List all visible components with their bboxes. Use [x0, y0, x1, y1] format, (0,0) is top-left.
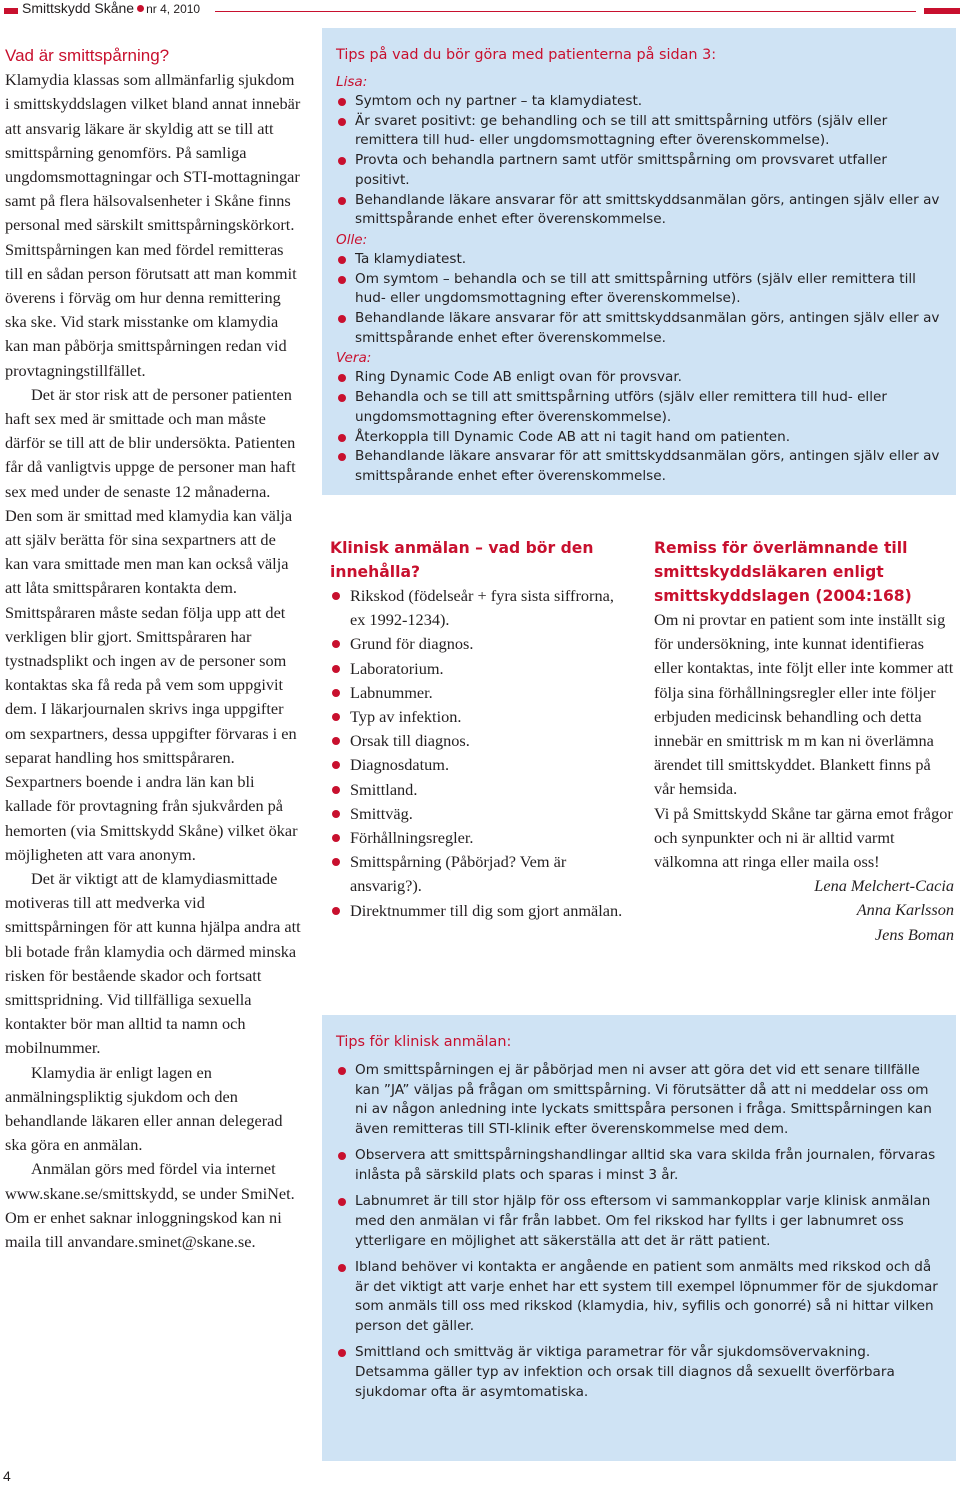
patient-tips-list [336, 92, 942, 230]
header-rule [215, 11, 916, 12]
list-item: Symtom och ny partner – ta klamydiatest. [336, 92, 942, 112]
bullet-icon [338, 315, 346, 323]
paragraph: Vi på Smittskydd Skåne tar gärna emot frågor och synpunkter och ni är alltid varmt välkomna att ringa eller maila oss! [654, 803, 953, 872]
patient-tips-list [336, 250, 942, 349]
bullet-icon [332, 592, 340, 600]
signature: Anna Karlsson [856, 900, 954, 920]
patient-name-olle: Olle: [336, 231, 368, 248]
clinical-tips-list [336, 1061, 942, 1402]
bullet-icon [338, 394, 346, 402]
patient-name-vera: Vera: [336, 350, 372, 367]
bullet-icon [332, 834, 340, 842]
list-item: Om symtom – behandla och se till att smittspårning utförs (själv eller remittera till hud- eller ungdomsmottagning efter överenskommelse). [336, 270, 942, 309]
paragraph: Om ni provtar en patient som inte inställt sig för undersökning, inte kunnat identifieras eller kontaktas, inte följt eller inte kommer att följa sina förhållningsregler eller inte följer erbjuden medicinsk behandling och detta innebär en smittrisk m m kan ni överlämna ärendet till smittskyddet. Blankett finns på vår hemsida. [654, 610, 954, 799]
header-accent-bar [4, 8, 18, 14]
bullet-icon [338, 1349, 346, 1357]
list-item: Rikskod (födelseår + fyra sista siffrorna, ex 1992-1234). [330, 584, 626, 632]
bullet-icon [332, 713, 340, 721]
list-item: Behandlande läkare ansvarar för att smittskyddsanmälan görs, antingen själv eller av smittspårande enhet efter överenskommelse. [336, 191, 942, 230]
article-left-column [5, 44, 301, 1254]
list-item: Smittland. [330, 778, 626, 802]
paragraph: Klamydia är enligt lagen en anmälningspliktig sjukdom och den behandlande läkaren eller annan delegerad ska göra en anmälan. [5, 1062, 283, 1155]
bullet-dot-icon [137, 5, 144, 12]
issue-number: nr 4, 2010 [146, 2, 201, 16]
paragraph: Det är stor risk att de personer patienten haft sex med är smittade och man måste därför se till att de blir undersökta. Patienten får då vanligtvis uppge de personer man haft sex med under de senaste 12 månaderna. Den som är smittad med klamydia kan välja att själv berätta för sina sexpartners att de kan vara smittade men man kan också välja att låta smittspåraren kontakta dem. Smittspåraren måste sedan följa upp att det verkligen blir gjort. Smittspåraren har tystnadsplikt och ingen av de personer som kontaktas ska få reda på vem som uppgivit dem. I läkarjournalen skrivs inga uppgifter om sexpartners, dessa uppgifter förvaras i en separat handling hos smittspåraren. Sexpartners boende i andra län kan bli kallade för provtagning från sjukvården på hemorten (via Smittskydd Skåne) vilket ökar möjligheten att vara anonym. [5, 384, 298, 864]
bullet-icon [338, 256, 346, 264]
list-item: Smittland och smittväg är viktiga parametrar för vår sjukdomsövervakning. Detsamma gäller typ av infektion och orsak till diagnos då sexuellt överförbara sjukdomar ofta är asymtomatiska. [336, 1343, 942, 1402]
section-heading-smittsparning: Vad är smittspårning? [5, 46, 170, 65]
clinical-report-heading: Klinisk anmälan – vad bör den innehålla? [330, 539, 594, 581]
list-item: Typ av infektion. [330, 705, 626, 729]
clinical-tips-box [322, 1015, 956, 1461]
publication-name: Smittskydd Skåne [22, 0, 135, 16]
list-item: Labnummer. [330, 681, 626, 705]
signature: Jens Boman [874, 924, 954, 944]
list-item: Smittväg. [330, 802, 626, 826]
clinical-report-list [330, 584, 626, 923]
page-number: 4 [3, 1468, 11, 1484]
clinical-report-column [330, 536, 626, 923]
bullet-icon [338, 157, 346, 165]
referral-column [654, 536, 954, 947]
list-item: Provta och behandla partnern samt utför smittspårning om provsvaret utfaller positivt. [336, 151, 942, 190]
bullet-icon [332, 737, 340, 745]
bullet-icon [338, 197, 346, 205]
bullet-icon [338, 1152, 346, 1160]
page-header [0, 0, 960, 22]
signature: Lena Melchert-Cacia [814, 876, 954, 896]
bullet-icon [338, 374, 346, 382]
bullet-icon [332, 907, 340, 915]
patient-name-lisa: Lisa: [336, 74, 368, 90]
bullet-icon [332, 640, 340, 648]
patient-tips-list [336, 368, 942, 486]
list-item: Behandlande läkare ansvarar för att smittskyddsanmälan görs, antingen själv eller av smittspårande enhet efter överenskommelse. [336, 309, 942, 348]
list-item: Om smittspårningen ej är påbörjad men ni avser att göra det vid ett senare tillfälle kan ”JA” väljas på frågan om smittspårning. Vi förutsätter då att ni meddelar oss om ni av någon anledning inte lyckats smittspåra personen i fråga. Smittspårningen kan även remitteras till STI-klinik efter överenskommelse med dem. [336, 1061, 942, 1140]
list-item: Ta klamydiatest. [336, 250, 942, 270]
list-item: Förhållningsregler. [330, 826, 626, 850]
list-item: Direktnummer till dig som gjort anmälan. [330, 899, 626, 923]
bullet-icon [338, 1264, 346, 1272]
header-end-bar [924, 8, 960, 14]
paragraph: Anmälan görs med fördel via internet www.skane.se/smittskydd, se under SmiNet. Om er enhet saknar inloggningskod kan ni maila till anvandare.sminet@skane.se. [5, 1159, 295, 1251]
clinical-tips-title: Tips för klinisk anmälan: [336, 1034, 512, 1050]
patient-tips-title: Tips på vad du bör göra med patienterna på sidan 3: [336, 47, 717, 63]
referral-heading: Remiss för överlämnande till smittskyddsläkaren enligt smittskyddslagen (2004:168) [654, 539, 912, 605]
bullet-icon [332, 810, 340, 818]
list-item: Är svaret positivt: ge behandling och se till att smittspårning utförs (själv eller remittera till hud- eller ungdomsmottagning efter överenskommelse). [336, 112, 942, 151]
list-item: Återkoppla till Dynamic Code AB att ni tagit hand om patienten. [336, 428, 942, 448]
bullet-icon [338, 98, 346, 106]
list-item: Ibland behöver vi kontakta er angående en patient som anmälts med rikskod och då är det viktigt att varje enhet har ett system till exempel löpnummer för de sjukdomar som anmäls till oss med rikskod (klamydia, hiv, syfilis och gonorré) så ni hittar vilken person det gäller. [336, 1258, 942, 1337]
bullet-icon [332, 786, 340, 794]
list-item: Grund för diagnos. [330, 632, 626, 656]
list-item: Behandlande läkare ansvarar för att smittskyddsanmälan görs, antingen själv eller av smittspårande enhet efter överenskommelse. [336, 447, 942, 486]
bullet-icon [338, 276, 346, 284]
bullet-icon [338, 1198, 346, 1206]
list-item: Ring Dynamic Code AB enligt ovan för provsvar. [336, 368, 942, 388]
list-item: Orsak till diagnos. [330, 729, 626, 753]
paragraph: Klamydia klassas som allmänfarlig sjukdom i smittskyddslagen vilket bland annat innebär att ansvarig läkare är skyldig att se till att smittspårning genomförs. På samliga ungdomsmottagningar och STI-mottagningar samt på flera hälsovalsenheter i Skåne finns personal med särskilt smittspårningskörkort. Smittspårningen kan med fördel remitteras till en sådan person förutsatt att man kommit överens i förväg om hur denna remittering ska ske. Vid stark misstanke om klamydia kan man påbörja smittspårningen redan vid provtagningstillfället. [5, 70, 301, 380]
patient-tips-box [322, 28, 956, 495]
bullet-icon [332, 689, 340, 697]
list-item: Labnumret är till stor hjälp för oss eftersom vi sammankopplar varje klinisk anmälan med den anmälan vi får från labbet. Om fel rikskod har fyllts i ger labnumret oss ytterligare en möjlighet att säkerställa att det är rätt patient. [336, 1192, 942, 1251]
list-item: Laboratorium. [330, 657, 626, 681]
bullet-icon [338, 453, 346, 461]
paragraph: Det är viktigt att de klamydiasmittade motiveras till att medverka vid smittspårningen för att kunna hjälpa andra att bli botade från klamydia och därmed minska risken för bestående skador och fortsatt smittspridning. Vid tillfälliga sexuella kontakter bör man alltid ta namn och mobilnummer. [5, 868, 301, 1058]
list-item: Smittspårning (Påbörjad? Vem är ansvarig?). [330, 850, 626, 898]
bullet-icon [338, 434, 346, 442]
bullet-icon [332, 761, 340, 769]
list-item: Diagnosdatum. [330, 753, 626, 777]
bullet-icon [338, 118, 346, 126]
header-title [22, 0, 200, 16]
bullet-icon [332, 858, 340, 866]
list-item: Behandla och se till att smittspårning utförs (själv eller remittera till hud- eller ungdomsmottagning efter överenskommelse). [336, 388, 942, 427]
bullet-icon [338, 1067, 346, 1075]
bullet-icon [332, 665, 340, 673]
list-item: Observera att smittspårningshandlingar alltid ska vara skilda från journalen, förvaras inlåsta på särskild plats och sparas i minst 3 år. [336, 1146, 942, 1185]
